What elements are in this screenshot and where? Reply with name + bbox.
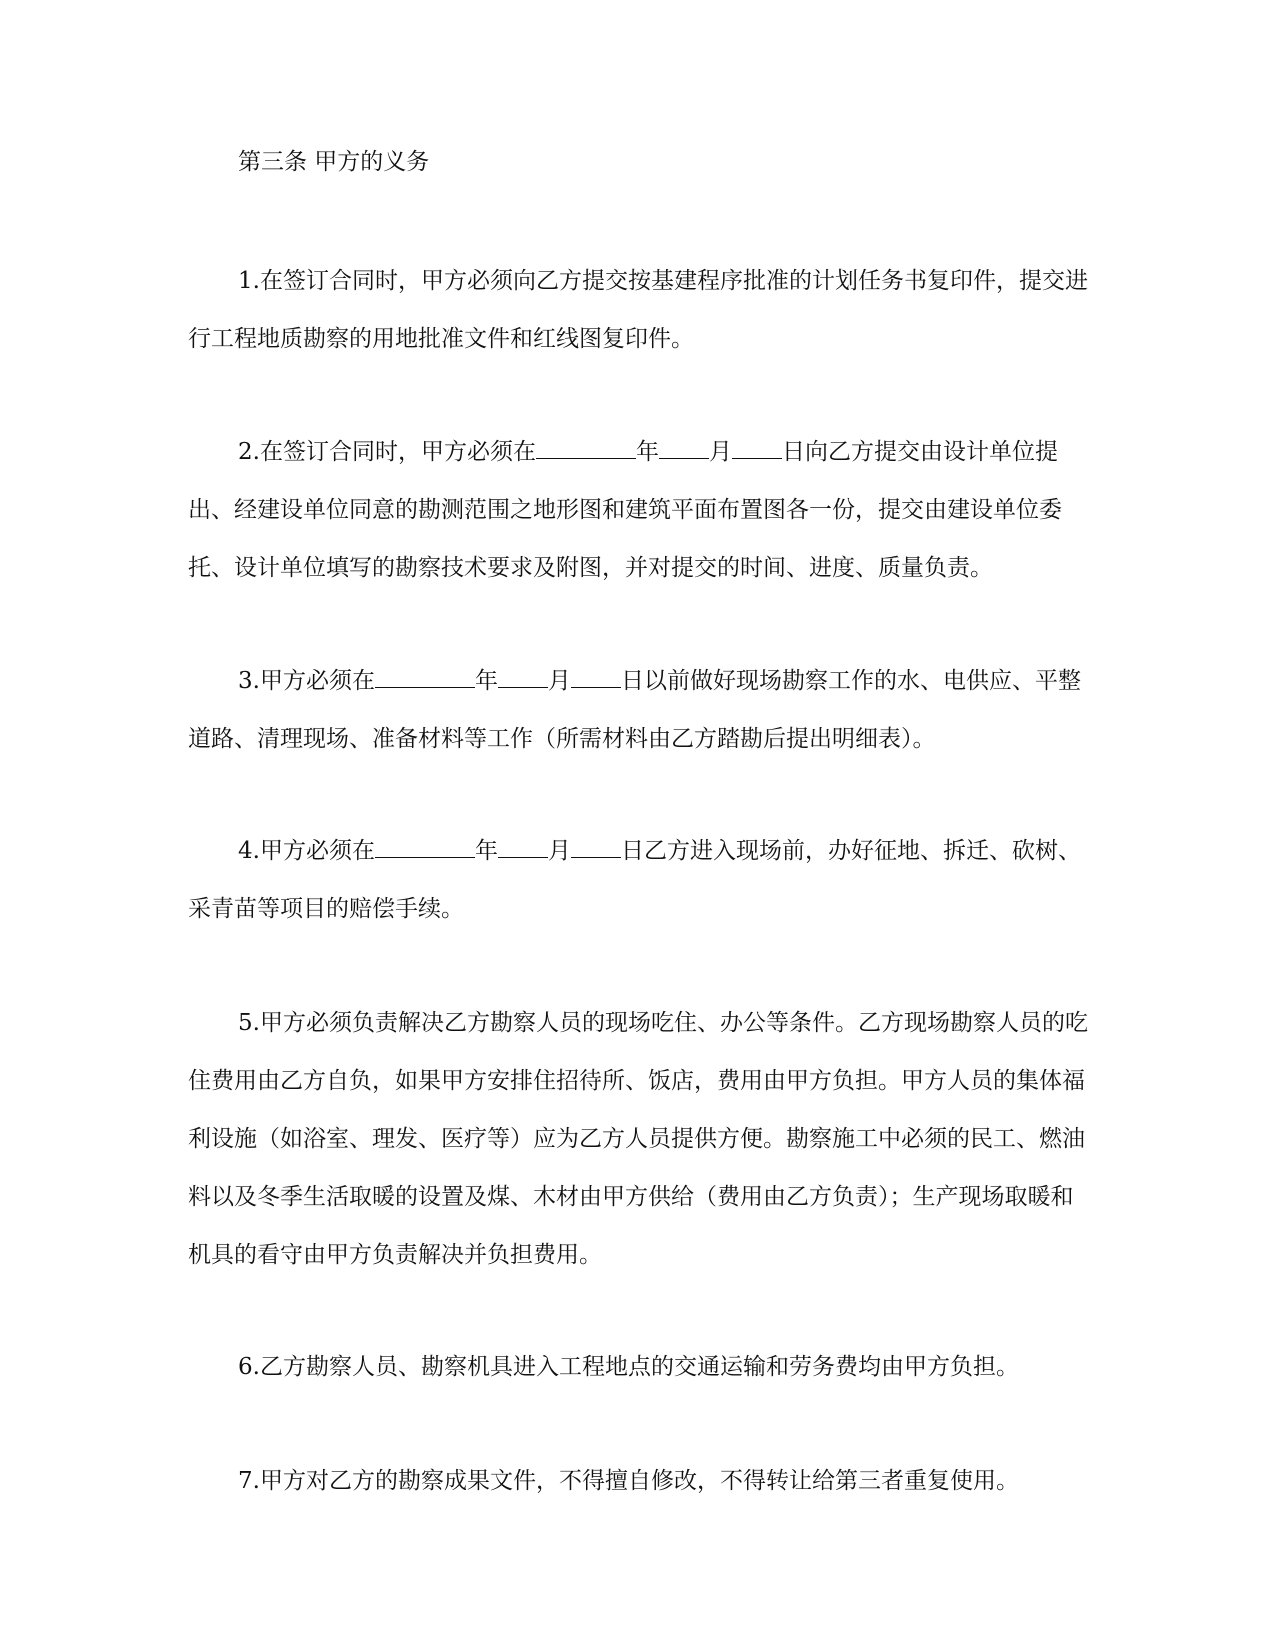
clause-2-suffix: 日向乙方提交由设计单位提出、经建设单位同意的勘测范围之地形图和建筑平面布置图各一份，提交由建设单位委托、设计单位填写的勘察技术要求及附图，并对提交的时间、进度、质量负责。: [188, 439, 1062, 581]
year-label: 年: [635, 439, 659, 465]
section-heading: 第三条 甲方的义务: [238, 149, 430, 175]
day-blank: [571, 835, 621, 858]
day-blank: [732, 436, 782, 459]
clause-3-prefix: 3.甲方必须在: [238, 668, 375, 694]
year-blank: [536, 436, 636, 459]
month-label: 月: [547, 668, 571, 694]
year-blank: [375, 665, 475, 688]
clause-6: 6.乙方勘察人员、勘察机具进入工程地点的交通运输和劳务费均由甲方负担。: [238, 1354, 1019, 1380]
clause-7: 7.甲方对乙方的勘察成果文件，不得擅自修改，不得转让给第三者重复使用。: [238, 1468, 1019, 1494]
clause-4: [188, 822, 1088, 938]
day-blank: [571, 665, 621, 688]
year-blank: [375, 835, 475, 858]
clause-3-suffix: 日以前做好现场勘察工作的水、电供应、平整道路、清理现场、准备材料等工作（所需材料由乙方踏勘后提出明细表）。: [188, 668, 1081, 752]
month-label: 月: [708, 439, 732, 465]
clause-4-prefix: 4.甲方必须在: [238, 838, 375, 864]
clause-1: 1.在签订合同时，甲方必须向乙方提交按基建程序批准的计划任务书复印件，提交进行工程地质勘察的用地批准文件和红线图复印件。: [188, 268, 1088, 352]
clause-2: [188, 423, 1088, 597]
clause-2-prefix: 2.在签订合同时，甲方必须在: [238, 439, 536, 465]
clause-5: 5.甲方必须负责解决乙方勘察人员的现场吃住、办公等条件。乙方现场勘察人员的吃住费用由乙方自负，如果甲方安排住招待所、饭店，费用由甲方负担。甲方人员的集体福利设施（如浴室、理发、医疗等）应为乙方人员提供方便。勘察施工中必须的民工、燃油料以及冬季生活取暖的设置及煤、木材由甲方供给（费用由乙方负责）；生产现场取暖和机具的看守由甲方负责解决并负担费用。: [188, 1010, 1088, 1268]
month-blank: [498, 665, 548, 688]
month-label: 月: [547, 838, 571, 864]
year-label: 年: [474, 668, 498, 694]
month-blank: [659, 436, 709, 459]
clause-3: [188, 652, 1088, 768]
year-label: 年: [474, 838, 498, 864]
clause-4-suffix: 日乙方进入现场前，办好征地、拆迁、砍树、采青苗等项目的赔偿手续。: [188, 838, 1081, 922]
month-blank: [498, 835, 548, 858]
